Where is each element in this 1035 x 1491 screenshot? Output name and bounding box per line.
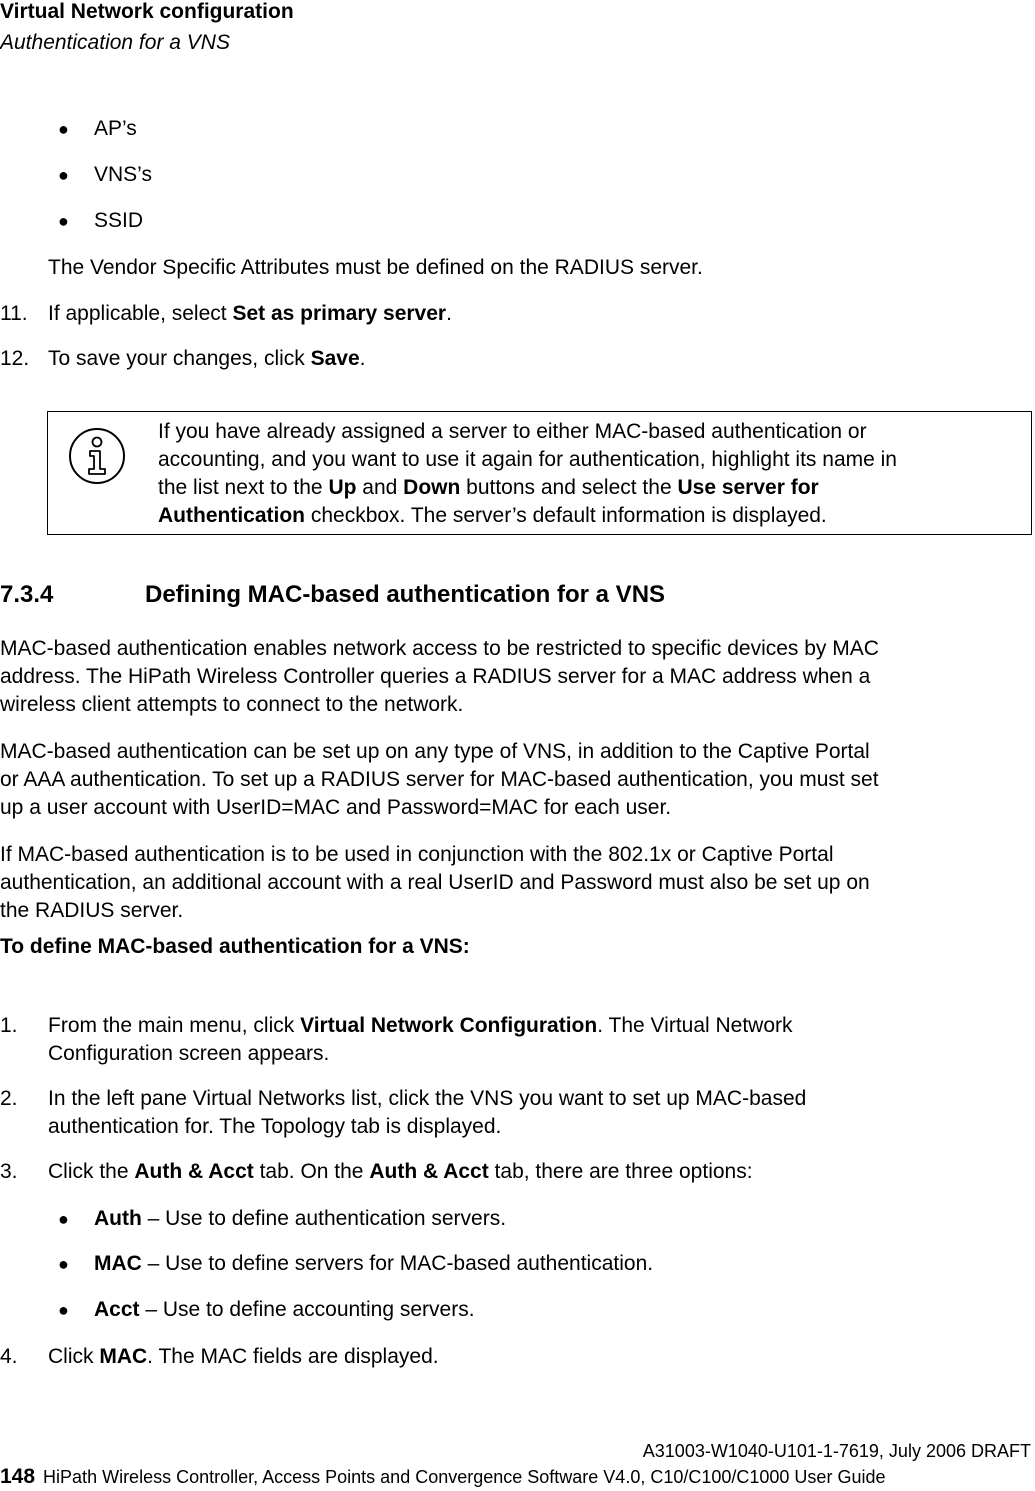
footer-line (0, 1465, 885, 1489)
info-icon (68, 427, 126, 485)
procedure-title: To define MAC-based authentication for a VNS: (0, 935, 470, 958)
paragraph: If MAC-based authentication is to be used in conjunction with the 802.1x or Captive Portal authentication, an additional account with a real UserID and Password must also be set up on the RADIUS server. (0, 843, 870, 922)
section-number: 7.3.4 (0, 581, 54, 608)
paragraph: MAC-based authentication enables network access to be restricted to specific devices by MAC address. The HiPath Wireless Controller queries a RADIUS server for a MAC address when a wireless client attempts to connect to the network. (0, 637, 879, 716)
step-2: 2. In the left pane Virtual Networks list, click the VNS you want to set up MAC-based authentication for. The Topology tab is displayed. (0, 1087, 807, 1138)
bullet-icon: ● (58, 211, 69, 231)
step-1: 1. From the main menu, click Virtual Network Configuration. The Virtual Network Configuration screen appears. (0, 1014, 793, 1065)
bullet-icon: ● (58, 1209, 69, 1229)
step-3: 3. Click the Auth & Acct tab. On the Auth & Acct tab, there are three options: (0, 1160, 753, 1183)
bullet-icon: ● (58, 165, 69, 185)
section-heading (0, 581, 665, 609)
section-title: Defining MAC-based authentication for a VNS (145, 581, 666, 608)
running-header-title: Virtual Network configuration (0, 0, 294, 23)
paragraph: MAC-based authentication can be set up on any type of VNS, in addition to the Captive Portal or AAA authentication. To set up a RADIUS server for MAC-based authentication, you must set up a user account with UserID=MAC and Password=MAC for each user. (0, 740, 879, 819)
step-4: 4. Click MAC. The MAC fields are displayed. (0, 1345, 439, 1368)
page-number: 148 (0, 1465, 36, 1488)
running-header-subtitle: Authentication for a VNS (0, 31, 230, 54)
note-text: If you have already assigned a server to either MAC-based authentication or accounting, and you want to use it again for authentication, highlight its name in the list next to the Up and Down buttons and select the Use server for Authentication checkbox. The server’s default information is displayed. (158, 420, 897, 527)
note-box (47, 411, 1032, 535)
vsa-note-text: The Vendor Specific Attributes must be defined on the RADIUS server. (48, 256, 703, 279)
step-11: 11. If applicable, select Set as primary server. (0, 302, 452, 325)
guide-title: HiPath Wireless Controller, Access Points and Convergence Software V4.0, C10/C100/C1000 User Guide (43, 1467, 886, 1487)
step-12: 12. To save your changes, click Save. (0, 347, 366, 370)
footer-doc-id: A31003-W1040-U101-1-7619, July 2006 DRAFT (642, 1441, 1031, 1461)
bullet-icon: ● (58, 1254, 69, 1274)
bullet-icon: ● (58, 1300, 69, 1320)
bullet-icon: ● (58, 119, 69, 139)
